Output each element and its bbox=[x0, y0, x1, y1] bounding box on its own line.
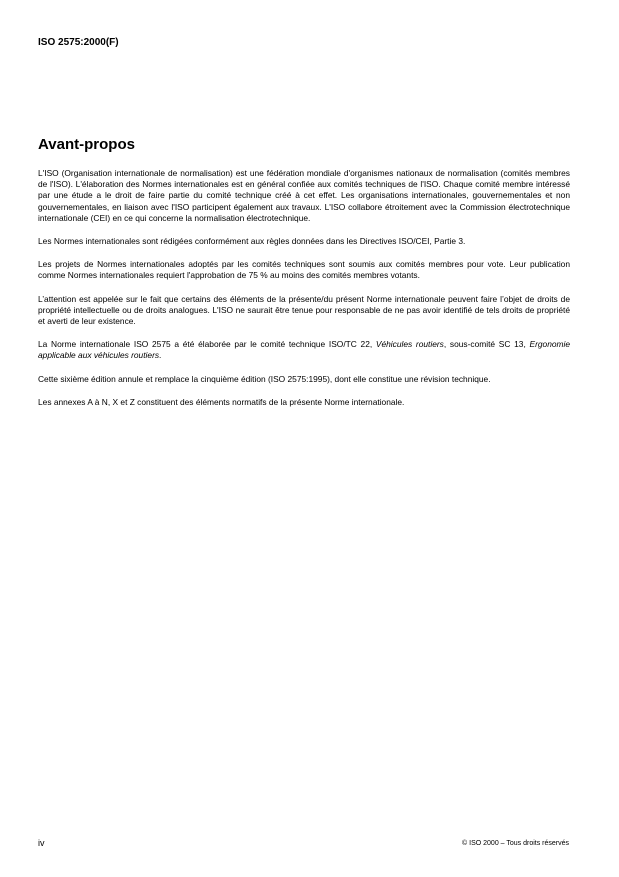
paragraph-directives: Les Normes internationales sont rédigées conformément aux règles données dans les Directives ISO/CEI, Partie 3. bbox=[38, 236, 466, 247]
committee-name-italic: Véhicules routiers bbox=[375, 339, 444, 350]
paragraph-edition: Cette sixième édition annule et remplace la cinquième édition (ISO 2575:1995), dont elle constitue une révision technique. bbox=[38, 373, 491, 384]
paragraph-tc-text-3: . bbox=[159, 350, 162, 361]
paragraph-voting: Les projets de Normes internationales adoptés par les comités techniques sont soumis aux comités membres pour vote. Leur publication comme Normes internationales requiert l'approbation de 75 % au moins des comités membres votants. bbox=[38, 259, 570, 281]
paragraph-iso-organisation: L'ISO (Organisation internationale de normalisation) est une fédération mondiale d'organismes nationaux de normalisation (comités membres de l'ISO). L'élaboration des Normes internationales est en général confiée aux comités techniques de l'ISO. Chaque comité membre intéressé par une étude a le droit de faire partie du comité technique créé à cet effet. Les organisations internationales, gouvernementales et non gouvernementales, en liaison avec l'ISO participent également aux travaux. L'ISO collabore étroitement avec la Commission électrotechnique internationale (CEI) en ce qui concerne la normalisation électrotechnique. bbox=[38, 168, 570, 223]
paragraph-tc-text-1: La Norme internationale ISO 2575 a été élaborée par le comité technique ISO/TC 22, bbox=[38, 339, 376, 350]
page-number: iv bbox=[38, 838, 45, 848]
paragraph-annexes: Les annexes A à N, X et Z constituent des éléments normatifs de la présente Norme internationale. bbox=[38, 396, 405, 407]
paragraph-technical-committee bbox=[38, 339, 570, 361]
section-title: Avant-propos bbox=[38, 136, 135, 153]
document-identifier: ISO 2575:2000(F) bbox=[38, 37, 119, 48]
paragraph-tc-text-2: , sous-comité SC 13, bbox=[443, 339, 530, 350]
foreword-body bbox=[38, 168, 570, 420]
subcommittee-name-italic: Ergonomie applicable aux véhicules routiers bbox=[38, 339, 571, 361]
copyright-notice: © ISO 2000 – Tous droits réservés bbox=[462, 840, 569, 847]
paragraph-patent-rights: L’attention est appelée sur le fait que certains des éléments de la présente/du présent Norme internationale peuvent faire l’objet de droits de propriété intellectuelle ou de droits analogues. L'ISO ne saurait être tenue pour responsable de ne pas avoir identifié de tels droits de propriété et averti de leur existence. bbox=[38, 293, 570, 327]
